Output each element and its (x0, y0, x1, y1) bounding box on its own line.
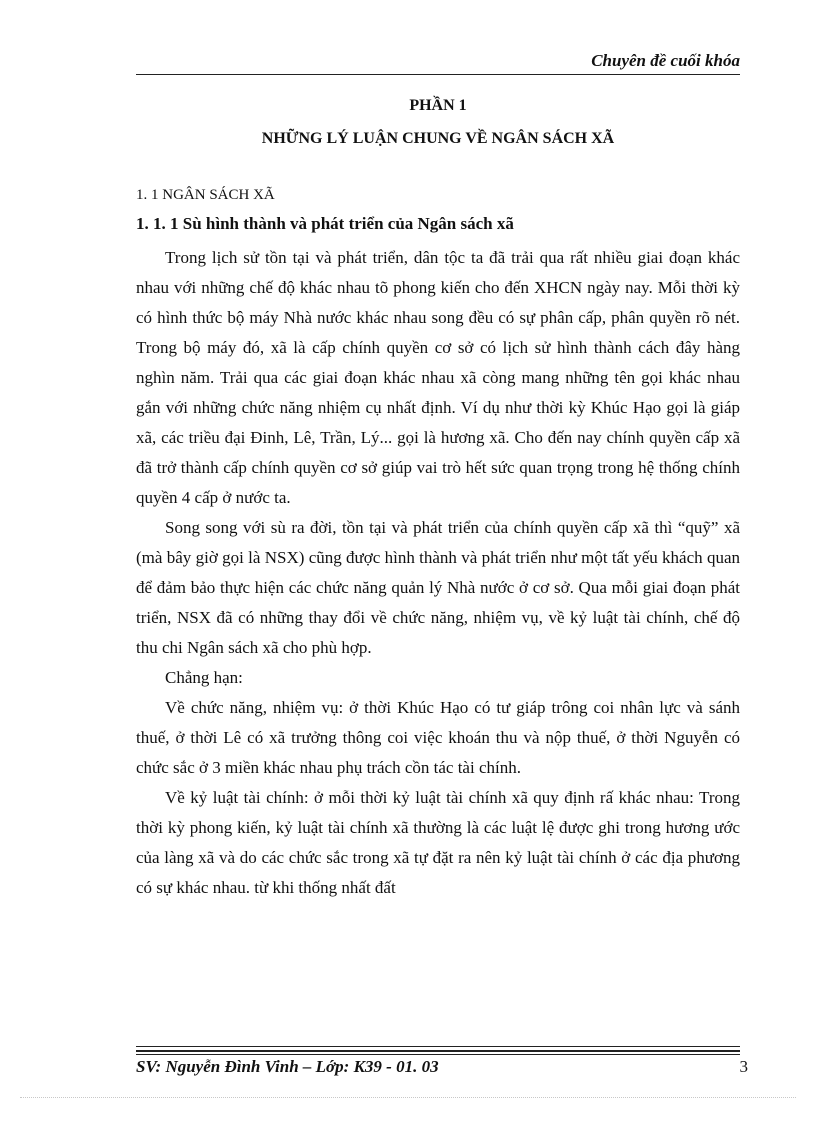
subsection-heading: 1. 1. 1 Sù hình thành và phát triển của Ngân sách xã (136, 214, 514, 233)
body-text (136, 243, 740, 903)
header-rule (136, 74, 740, 75)
paragraph: Về kỷ luật tài chính: ở mỗi thời kỷ luật tài chính xã quy định rấ khác nhau: Trong thời kỳ phong kiến, kỷ luật tài chính xã thường là các luật lệ được ghi trong hương ước của làng xã và do các chức sắc trong xã tự đặt ra nên kỷ luật tài chính ở các địa phương có sự khác nhau. từ khi thống nhất đất (136, 788, 740, 897)
footer-author-line: SV: Nguyễn Đình Vinh – Lớp: K39 - 01. 03 (136, 1057, 439, 1076)
chapter-title: NHỮNG LÝ LUẬN CHUNG VỀ NGÂN SÁCH XÃ (261, 130, 615, 147)
footer-rule (136, 1050, 740, 1052)
footer-rule (136, 1046, 740, 1047)
page-number: 3 (739, 1057, 748, 1076)
paragraph: Về chức năng, nhiệm vụ: ở thời Khúc Hạo có tư giáp trông coi nhân lực và sánh thuế, ở thời Lê có xã trưởng thông coi việc khoán thu và nộp thuế, ở thời Nguyễn có chức sắc ở 3 miền khác nhau phụ trách cồn tác tài chính. (136, 698, 740, 777)
paragraph: Song song với sù ra đời, tồn tại và phát triển của chính quyền cấp xã thì “quỹ” xã (mà bây giờ gọi là NSX) cũng được hình thành và phát triển như một tất yếu khách quan để đảm bảo thực hiện các chức năng quản lý Nhà nước ở cơ sở. Qua mỗi giai đoạn phát triển, NSX đã có những thay đổi về chức năng, nhiệm vụ, về kỷ luật tài chính, chế độ thu chi Ngân sách xã cho phù hợp. (136, 518, 740, 657)
paragraph: Chẳng hạn: (165, 668, 243, 687)
running-header: Chuyên đề cuối khóa (591, 51, 740, 70)
footer-rule (136, 1054, 740, 1055)
part-title: PHẦN 1 (409, 97, 467, 114)
section-heading: 1. 1 NGÂN SÁCH XÃ (136, 187, 275, 203)
page-edge-divider (20, 1097, 796, 1098)
paragraph: Trong lịch sử tồn tại và phát triển, dân tộc ta đã trải qua rất nhiều giai đoạn khác nhau với những chế độ khác nhau tõ phong kiến cho đến XHCN ngày nay. Mỗi thời kỳ có hình thức bộ máy Nhà nước khác nhau song đều có sự phân cấp, phân quyền rõ nét. Trong bộ máy đó, xã là cấp chính quyền cơ sở có lịch sử hình thành cách đây hàng nghìn năm. Trải qua các giai đoạn khác nhau xã còng mang những tên gọi khác nhau gắn với những chức năng nhiệm cụ nhất định. Ví dụ như thời kỳ Khúc Hạo gọi là giáp xã, các triều đại Đinh, Lê, Trần, Lý... gọi là hương xã. Cho đến nay chính quyền cấp xã đã trở thành cấp chính quyền cơ sở giúp vai trò hết sức quan trọng trong hệ thống chính quyền 4 cấp ở nước ta. (136, 248, 740, 507)
